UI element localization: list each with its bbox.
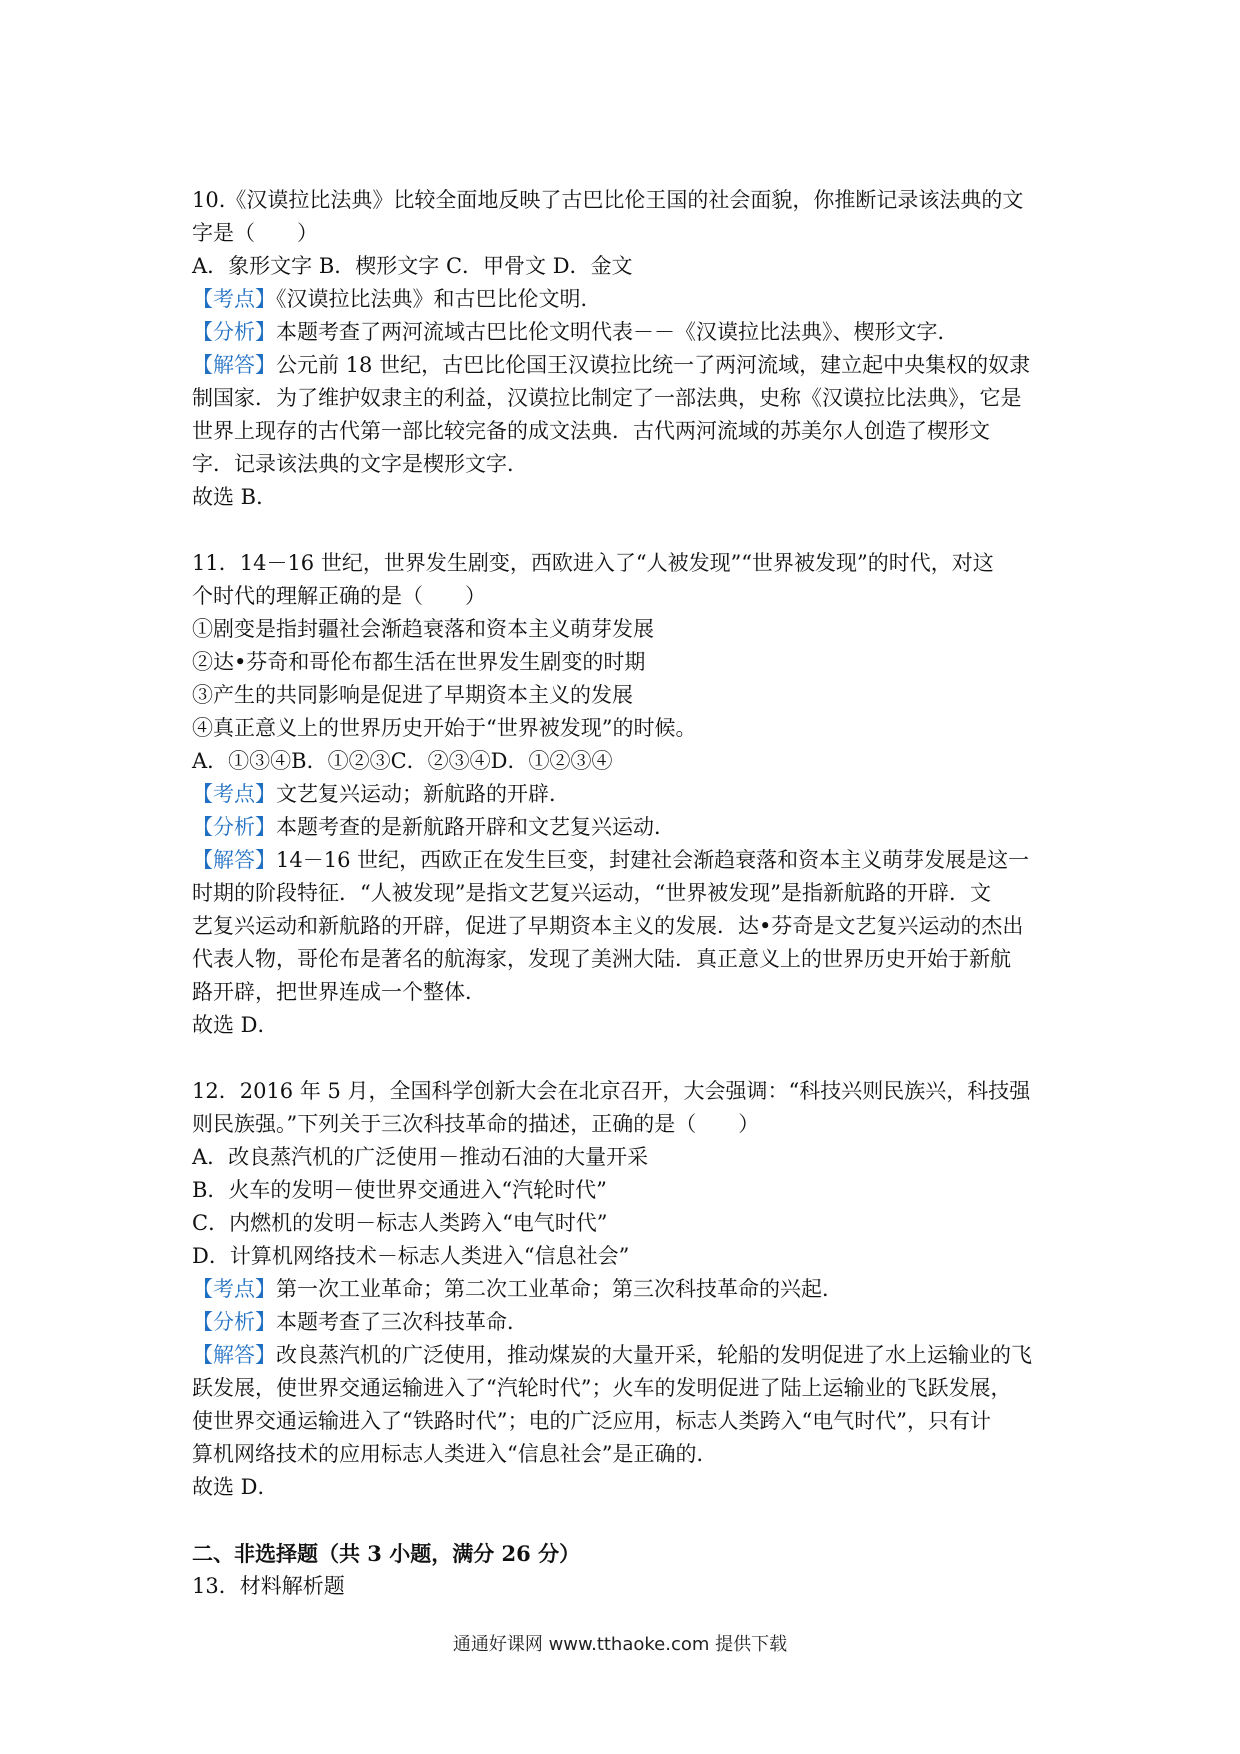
question-options: A．象形文字 B．楔形文字 C．甲骨文 D．金文 [192,254,633,278]
kaodian-tag: 【考点】 [192,782,276,806]
question-10 [192,184,1072,514]
answer-line: 故选 D． [192,1475,279,1499]
fenxi-line [192,811,1072,844]
fenxi-tag: 【分析】 [192,815,276,839]
jieda-text: 改良蒸汽机的广泛使用，推动煤炭的大量开采，轮船的发明促进了水上运输业的飞 [276,1343,1032,1367]
jieda-text: 14－16 世纪，西欧正在发生巨变，封建社会渐趋衰落和资本主义萌芽发展是这一 [276,848,1030,872]
question-option-a: A．改良蒸汽机的广泛使用－推动石油的大量开采 [192,1145,649,1169]
jieda-tag: 【解答】 [192,848,276,872]
kaodian-tag: 【考点】 [192,1277,276,1301]
jieda-text: 公元前 18 世纪，古巴比伦国王汉谟拉比统一了两河流域，建立起中央集权的奴隶 [276,353,1031,377]
jieda-tag: 【解答】 [192,1343,276,1367]
answer-line: 故选 B． [192,485,278,509]
footer-watermark: 通通好课网 www.tthaoke.com 提供下载 [452,1634,788,1655]
kaodian-line [192,1273,1072,1306]
jieda-line: 时期的阶段特征．“人被发现”是指文艺复兴运动，“世界被发现”是指新航路的开辟．文 [192,881,991,905]
question-stem-line: 字是（ ） [192,221,318,245]
question-stem-line: 则民族强。”下列关于三次科技革命的描述，正确的是（ ） [192,1112,760,1136]
question-11 [192,547,1072,1042]
jieda-line: 代表人物，哥伦布是著名的航海家，发现了美洲大陆．真正意义上的世界历史开始于新航 [192,947,1011,971]
jieda-line: 使世界交通运输进入了“铁路时代”；电的广泛应用，标志人类跨入“电气时代”，只有计 [192,1409,991,1433]
question-options: A．①③④B．①②③C．②③④D．①②③④ [192,749,613,773]
question-12 [192,1075,1072,1504]
question-stem-line: 12．2016 年 5 月，全国科学创新大会在北京召开，大会强调：“科技兴则民族兴，科技强 [192,1079,1031,1103]
question-stem-line: ①剧变是指封疆社会渐趋衰落和资本主义萌芽发展 [192,617,654,641]
question-option-c: C．内燃机的发明－标志人类跨入“电气时代” [192,1211,608,1235]
fenxi-text: 本题考查了两河流域古巴比伦文明代表－－《汉谟拉比法典》、楔形文字． [276,320,959,344]
question-stem-line: 11．14－16 世纪，世界发生剧变，西欧进入了“人被发现”“世界被发现”的时代，对这 [192,551,994,575]
jieda-line: 世界上现存的古代第一部比较完备的成文法典．古代两河流域的苏美尔人创造了楔形文 [192,419,990,443]
question-stem-line: ③产生的共同影响是促进了早期资本主义的发展 [192,683,633,707]
jieda-line [192,349,1072,382]
answer-line: 故选 D． [192,1013,279,1037]
question-stem-line: ②达•芬奇和哥伦布都生活在世界发生剧变的时期 [192,650,646,674]
jieda-line [192,1339,1072,1372]
page-content [192,184,1072,1603]
jieda-line: 制国家．为了维护奴隶主的利益，汉谟拉比制定了一部法典，史称《汉谟拉比法典》，它是 [192,386,1022,410]
question-stem-line: 10.《汉谟拉比法典》比较全面地反映了古巴比伦王国的社会面貌，你推断记录该法典的文 [192,188,1024,212]
kaodian-line [192,778,1072,811]
question-option-d: D．计算机网络技术－标志人类进入“信息社会” [192,1244,630,1268]
jieda-line [192,844,1072,877]
fenxi-text: 本题考查的是新航路开辟和文艺复兴运动． [276,815,675,839]
kaodian-tag: 【考点】 [192,287,276,311]
kaodian-text: 《汉谟拉比法典》和古巴比伦文明． [276,287,602,311]
kaodian-text: 文艺复兴运动；新航路的开辟． [276,782,570,806]
fenxi-tag: 【分析】 [192,1310,276,1334]
kaodian-text: 第一次工业革命；第二次工业革命；第三次科技革命的兴起． [276,1277,843,1301]
jieda-line: 跃发展，使世界交通运输进入了“汽轮时代”；火车的发明促进了陆上运输业的飞跃发展， [192,1376,1012,1400]
fenxi-text: 本题考查了三次科技革命． [276,1310,528,1334]
question-stem-line: ④真正意义上的世界历史开始于“世界被发现”的时候。 [192,716,697,740]
jieda-line: 算机网络技术的应用标志人类进入“信息社会”是正确的． [192,1442,718,1466]
question-stem-line: 个时代的理解正确的是（ ） [192,584,486,608]
fenxi-line [192,316,1072,349]
section-item: 13．材料解析题 [192,1574,345,1598]
fenxi-line [192,1306,1072,1339]
jieda-tag: 【解答】 [192,353,276,377]
fenxi-tag: 【分析】 [192,320,276,344]
jieda-line: 路开辟，把世界连成一个整体． [192,980,486,1004]
section-title: 二、非选择题（共 3 小题，满分 26 分） [192,1541,581,1566]
jieda-line: 字．记录该法典的文字是楔形文字． [192,452,528,476]
jieda-line: 艺复兴运动和新航路的开辟，促进了早期资本主义的发展．达•芬奇是文艺复兴运动的杰出 [192,914,1024,938]
kaodian-line [192,283,1072,316]
question-option-b: B．火车的发明－使世界交通进入“汽轮时代” [192,1178,607,1202]
